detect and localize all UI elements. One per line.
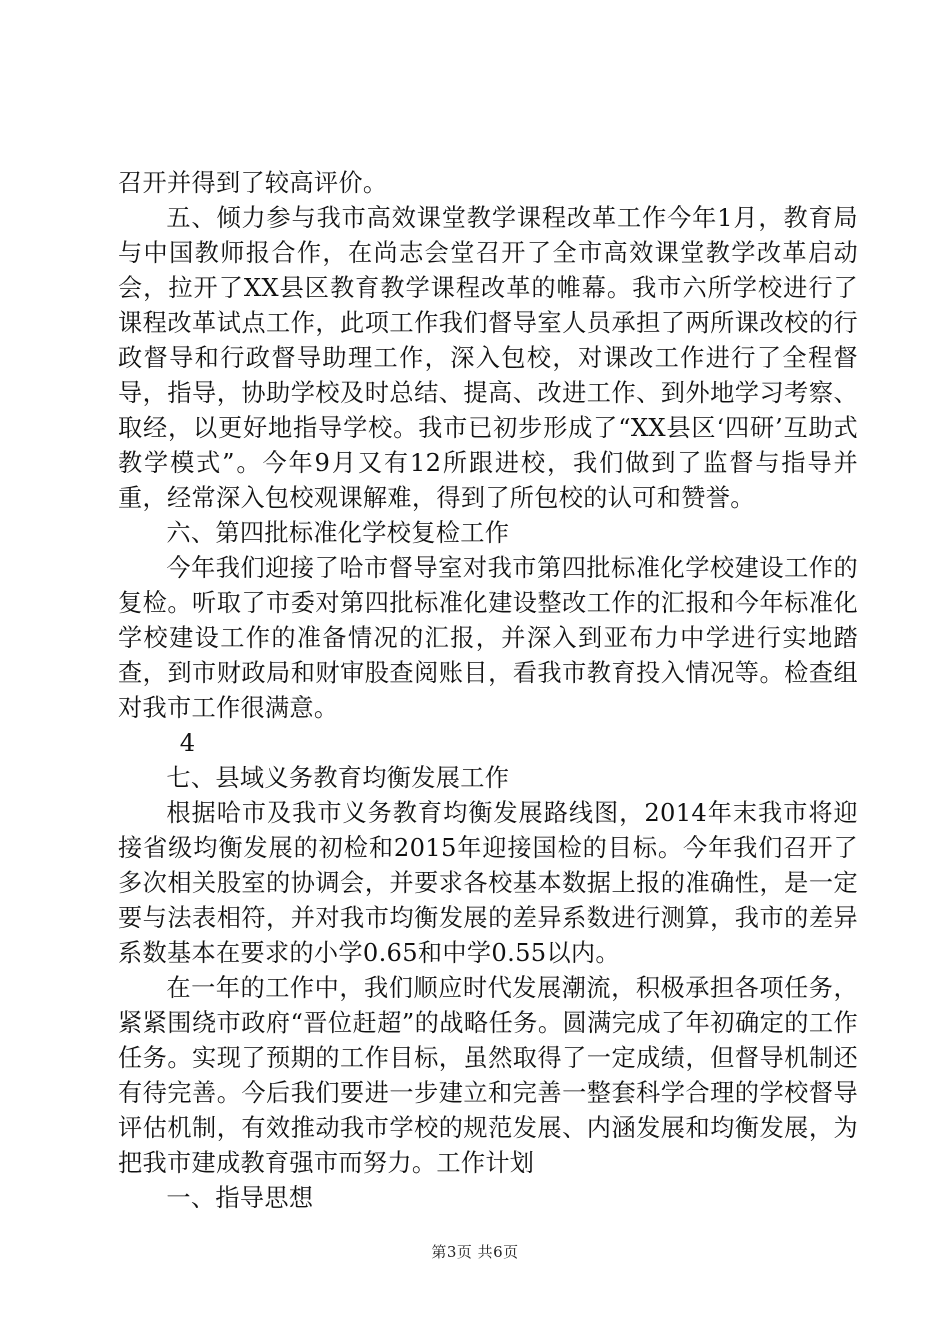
document-body [118,166,858,1216]
inline-page-number: 4 [179,729,196,757]
paragraph-section-five: 五、倾力参与我市高效课堂教学课程改革工作今年1月，教育局与中国教师报合作，在尚志会堂召开了全市高效课堂教学改革启动会，拉开了XX县区教育教学课程改革的帷幕。我市六所学校进行了课程改革试点工作，此项工作我们督导室人员承担了两所课改校的行政督导和行政督导助理工作，深入包校，对课改工作进行了全程督导，指导，协助学校及时总结、提高、改进工作、到外地学习考察、取经，以更好地指导学校。我市已初步形成了“XX县区‘四研’互助式教学模式”。今年9月又有12所跟进校，我们做到了监督与指导并重，经常深入包校观课解难，得到了所包校的认可和赞誉。 [118,204,858,512]
paragraph-summary: 在一年的工作中，我们顺应时代发展潮流，积极承担各项任务，紧紧围绕市政府“晋位赶超”的战略任务。圆满完成了年初确定的工作任务。实现了预期的工作目标，虽然取得了一定成绩，但督导机制还有待完善。今后我们要进一步建立和完善一整套科学合理的学校督导评估机制，有效推动我市学校的规范发展、内涵发展和均衡发展，为把我市建成教育强市而努力。工作计划 [118,974,858,1177]
paragraph-section-seven: 根据哈市及我市义务教育均衡发展路线图，2014年末我市将迎接省级均衡发展的初检和2015年迎接国检的目标。今年我们召开了多次相关股室的协调会，并要求各校基本数据上报的准确性，是一定要与法表相符，并对我市均衡发展的差异系数进行测算，我市的差异系数基本在要求的小学0.65和中学0.55以内。 [118,799,858,967]
heading-section-six: 六、第四批标准化学校复检工作 [166,519,510,547]
heading-section-seven: 七、县域义务教育均衡发展工作 [166,764,510,792]
heading-guiding-ideology: 一、指导思想 [166,1184,314,1212]
paragraph-continuation: 召开并得到了较高评价。 [118,169,388,197]
page-footer: 第3页 共6页 [431,1243,519,1261]
paragraph-section-six: 今年我们迎接了哈市督导室对我市第四批标准化学校建设工作的复检。听取了市委对第四批标准化建设整改工作的汇报和今年标准化学校建设工作的准备情况的汇报，并深入到亚布力中学进行实地踏查，到市财政局和财审股查阅账目，看我市教育投入情况等。检查组对我市工作很满意。 [118,554,858,722]
